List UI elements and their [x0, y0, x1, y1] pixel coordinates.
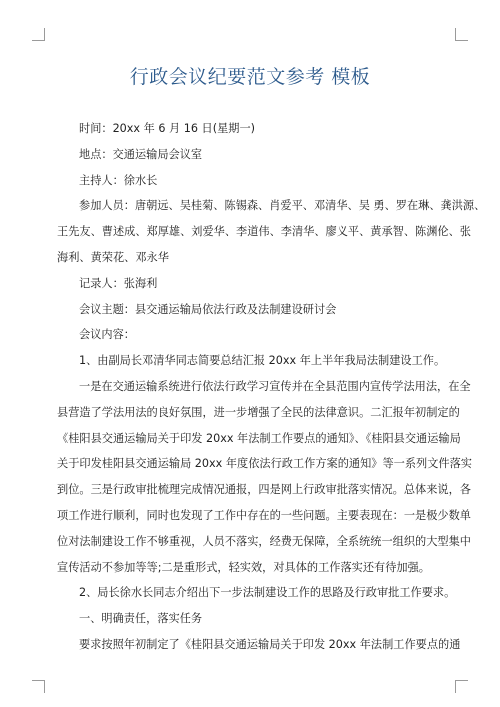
- item-2-heading: 2、局长徐水长同志介绍出下一步法制建设工作的思路及行政审批工作要求。: [79, 586, 456, 600]
- recorder: 记录人：张海利: [79, 276, 158, 290]
- corner-mark-bottom-right: [455, 680, 468, 693]
- paragraph-line: 一是在交通运输系统进行依法行政学习宣传并在全县范围内宣传学法用法，在全: [79, 379, 471, 393]
- meeting-content-heading: 会议内容：: [79, 328, 135, 342]
- meeting-location: 地点：交通运输局会议室: [79, 147, 203, 161]
- attendees-line-1: 参加人员：唐朝远、吴桂菊、陈锡森、肖爱平、邓清华、吴 勇、罗在琳、龚洪源、: [79, 199, 486, 213]
- paragraph-line: 县营造了学法用法的良好氛围，进一步增强了全民的法律意识。二汇报年初制定的: [57, 405, 460, 419]
- meeting-host: 主持人：徐水长: [79, 173, 158, 187]
- meeting-time: 时间：20xx 年 6 月 16 日(星期一): [79, 122, 256, 135]
- paragraph-line: 要求按照年初制定了《桂阳县交通运输局关于印发 20xx 年法制工作要点的通: [79, 637, 461, 651]
- paragraph-line: 关于印发桂阳县交通运输局 20xx 年度依法行政工作方案的通知》等一系列文件落实: [57, 457, 472, 471]
- paragraph-line: 《桂阳县交通运输局关于印发 20xx 年法制工作要点的通知》、《桂阳县交通运输局: [57, 431, 461, 445]
- item-1-heading: 1、由副局长邓清华同志简要总结汇报 20xx 年上半年我局法制建设工作。: [79, 354, 446, 368]
- attendees-line-2: 王先友、曹述成、郑厚雄、刘爱华、李道伟、李清华、廖义平、黄承智、陈渊伦、张: [57, 225, 471, 239]
- corner-mark-top-left: [32, 28, 45, 41]
- document-title: 行政会议纪要范文参考 模板: [129, 66, 371, 88]
- attendees-line-3: 海利、黄荣花、邓永华: [57, 250, 169, 264]
- document-body: [57, 116, 486, 658]
- paragraph-line: 宣传活动不参加等等;二是重形式，轻实效，对具体的工作落实还有待加强。: [57, 560, 430, 574]
- section-heading: 一、明确责任，落实任务: [79, 612, 203, 626]
- paragraph-line: 位对法制建设工作不够重视，人员不落实，经费无保障，全系统统一组织的大型集中: [57, 534, 471, 548]
- paragraph-line: 项工作进行顺利，同时也发现了工作中存在的一些问题。主要表现在：一是极少数单: [57, 508, 471, 522]
- paragraph-line: 到位。三是行政审批梳理完成情况通报，四是网上行政审批落实情况。总体来说，各: [57, 483, 471, 497]
- corner-mark-top-right: [455, 28, 468, 41]
- meeting-topic: 会议主题：县交通运输局依法行政及法制建设研讨会: [79, 302, 337, 316]
- corner-mark-bottom-left: [32, 680, 45, 693]
